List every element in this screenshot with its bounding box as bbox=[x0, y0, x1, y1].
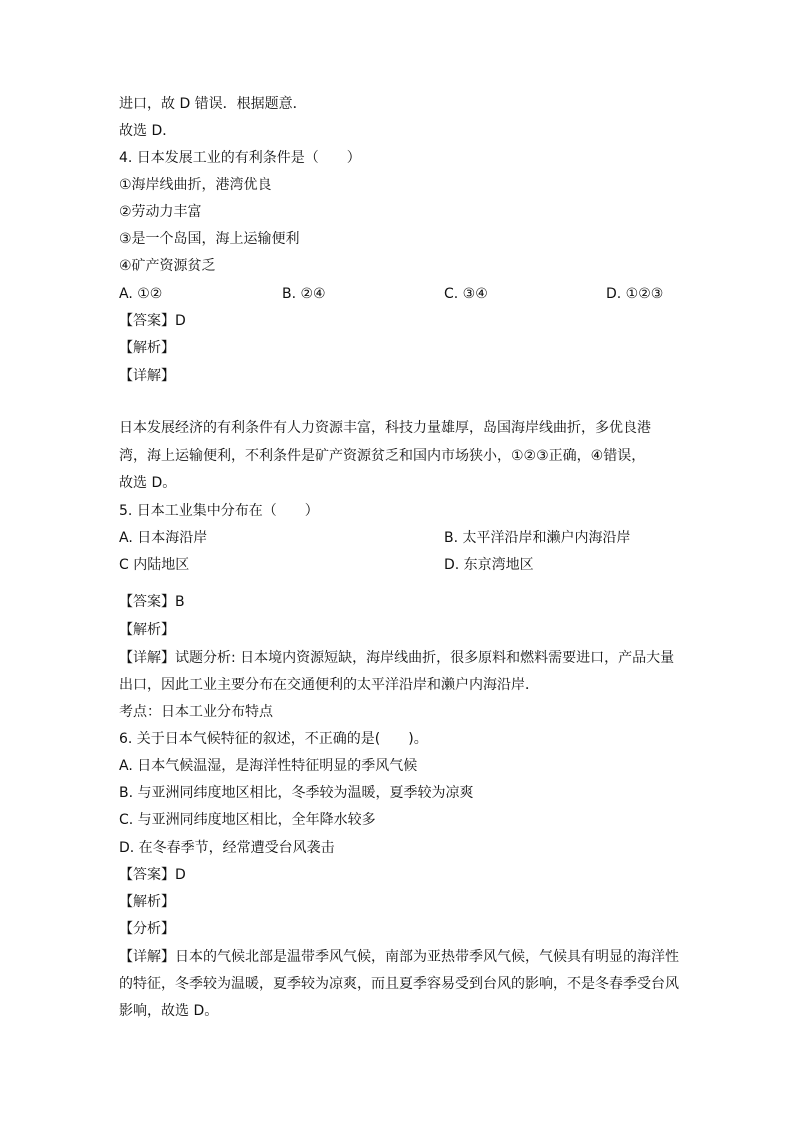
analysis-label: 【解析】 bbox=[119, 894, 175, 910]
detail-text: 影响，故选 D。 bbox=[119, 1003, 219, 1019]
question-4-option-c: C. ③④ bbox=[444, 286, 488, 302]
detail-label: 【详解】 bbox=[119, 368, 175, 384]
kaodian-text: 考点：日本工业分布特点 bbox=[119, 704, 273, 720]
detail-text: 出口，因此工业主要分布在交通便利的太平洋沿岸和濑户内海沿岸． bbox=[119, 677, 539, 693]
question-4-option-b: B. ②④ bbox=[282, 286, 326, 302]
answer-label: 【答案】B bbox=[119, 594, 185, 610]
question-4-stem: 4. 日本发展工业的有利条件是（ ） bbox=[119, 150, 361, 166]
answer-label: 【答案】D bbox=[119, 867, 186, 883]
question-5-option-d: D. 东京湾地区 bbox=[444, 557, 534, 573]
question-4-option-a: A. ①② bbox=[119, 286, 163, 302]
detail-text: 日本发展经济的有利条件有人力资源丰富，科技力量雄厚，岛国海岸线曲折，多优良港 bbox=[119, 420, 651, 436]
detail-text: 湾，海上运输便利，不利条件是矿产资源贫乏和国内市场狭小，①②③正确，④错误， bbox=[119, 448, 646, 464]
detail-text: 的特征，冬季较为温暖，夏季较为凉爽，而且夏季容易受到台风的影响，不是冬春季受台风 bbox=[119, 976, 679, 992]
question-5-option-a: A. 日本海沿岸 bbox=[119, 530, 208, 546]
question-4-option-d: D. ①②③ bbox=[606, 286, 664, 302]
question-4-item: ①海岸线曲折，港湾优良 bbox=[119, 177, 272, 193]
analysis-label: 【解析】 bbox=[119, 340, 175, 356]
detail-text: 【详解】日本的气候北部是温带季风气候，南部为亚热带季风气候，气候具有明显的海洋性 bbox=[119, 949, 679, 965]
answer-label: 【答案】D bbox=[119, 313, 186, 329]
question-6-option-b: B. 与亚洲同纬度地区相比，冬季较为温暖，夏季较为凉爽 bbox=[119, 785, 474, 801]
question-4-item: ③是一个岛国，海上运输便利 bbox=[119, 231, 300, 247]
question-6-option-a: A. 日本气候温湿，是海洋性特征明显的季风气候 bbox=[119, 758, 418, 774]
analysis-label: 【解析】 bbox=[119, 622, 175, 638]
question-5-option-c: C 内陆地区 bbox=[119, 557, 190, 573]
fenxi-label: 【分析】 bbox=[119, 921, 175, 937]
text-line: 进口，故 D 错误．根据题意． bbox=[119, 96, 307, 112]
detail-text: 【详解】试题分析: 日本境内资源短缺，海岸线曲折，很多原料和燃料需要进口，产品大量 bbox=[119, 650, 675, 666]
question-6-option-d: D. 在冬春季节，经常遭受台风袭击 bbox=[119, 840, 335, 856]
question-6-option-c: C. 与亚洲同纬度地区相比，全年降水较多 bbox=[119, 812, 376, 828]
text-line: 故选 D． bbox=[119, 123, 177, 139]
question-5-stem: 5. 日本工业集中分布在（ ） bbox=[119, 503, 319, 519]
question-5-option-b: B. 太平洋沿岸和濑户内海沿岸 bbox=[444, 530, 631, 546]
question-4-item: ④矿产资源贫乏 bbox=[119, 258, 216, 274]
question-6-stem: 6. 关于日本气候特征的叙述，不正确的是( )。 bbox=[119, 731, 428, 747]
detail-text: 故选 D。 bbox=[119, 475, 177, 491]
question-4-item: ②劳动力丰富 bbox=[119, 204, 202, 220]
